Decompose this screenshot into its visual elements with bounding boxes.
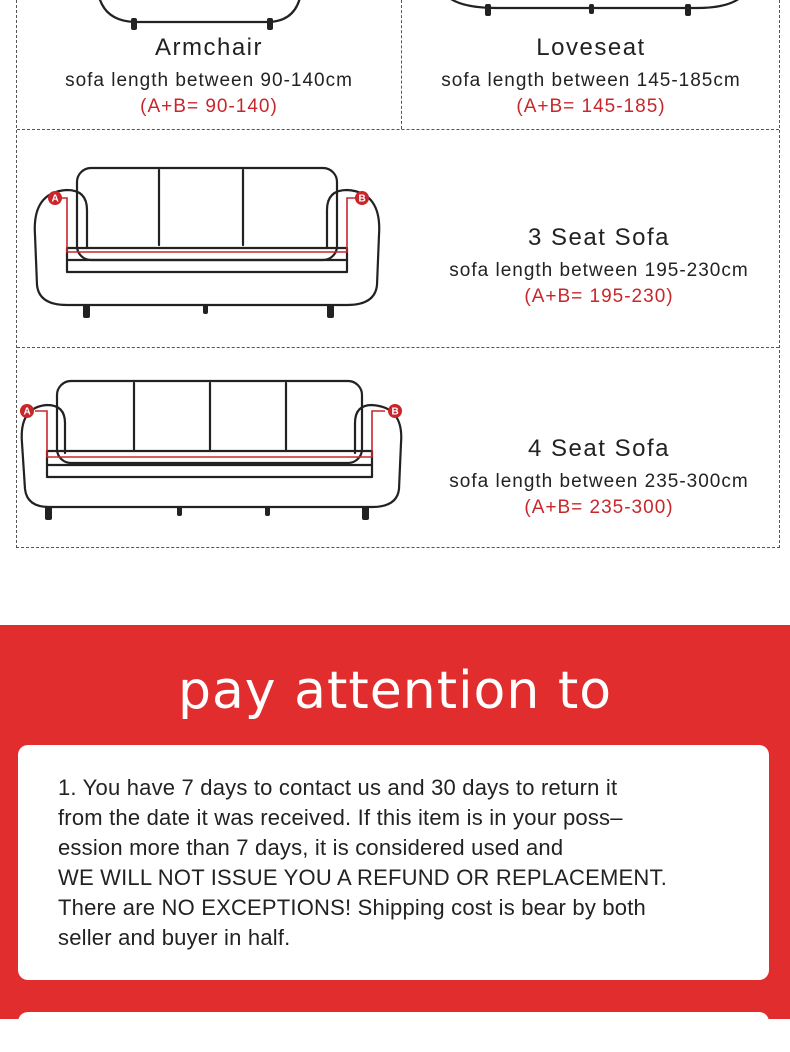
four-seat-name: 4 Seat Sofa [528,435,670,462]
three-seat-sofa-illustration [27,160,387,325]
four-seat-ab: (A+B= 235-300) [524,497,674,518]
policy-line: seller and buyer in half. [58,925,291,950]
policy-line: from the date it was received. If this item is in your poss– [58,805,623,830]
row-divider [17,347,779,348]
three-seat-name: 3 Seat Sofa [528,224,670,251]
loveseat-length: sofa length between 145-185cm [441,70,741,91]
sofa-size-table [16,0,780,548]
four-seat-length: sofa length between 235-300cm [449,471,749,492]
marker-b-label: B [391,406,399,418]
attention-title: pay attention to [177,661,613,721]
policy-line: 1. You have 7 days to contact us and 30 days to return it [58,775,618,800]
next-notice-card [18,1012,769,1052]
armchair-ab: (A+B= 90-140) [140,96,278,117]
return-policy-card [18,745,769,980]
three-seat-info [417,224,781,308]
marker-a-label: A [23,406,31,418]
policy-line: WE WILL NOT ISSUE YOU A REFUND OR REPLACEMENT. [58,865,668,890]
marker-b-label: B [358,193,366,205]
attention-section [0,625,790,1019]
three-seat-length: sofa length between 195-230cm [449,260,749,281]
loveseat-info [401,34,781,118]
row-divider [17,129,779,130]
four-seat-sofa-illustration [17,375,412,525]
loveseat-name: Loveseat [536,34,646,61]
armchair-length: sofa length between 90-140cm [65,70,353,91]
policy-line: ession more than 7 days, it is considered used and [58,835,564,860]
armchair-name: Armchair [154,34,263,61]
loveseat-illustration [437,0,757,30]
armchair-info [17,34,401,118]
loveseat-ab: (A+B= 145-185) [516,96,666,117]
marker-a-label: A [51,193,59,205]
three-seat-ab: (A+B= 195-230) [524,286,674,307]
policy-line: There are NO EXCEPTIONS! Shipping cost is bear by both [58,895,646,920]
four-seat-info [417,435,781,519]
